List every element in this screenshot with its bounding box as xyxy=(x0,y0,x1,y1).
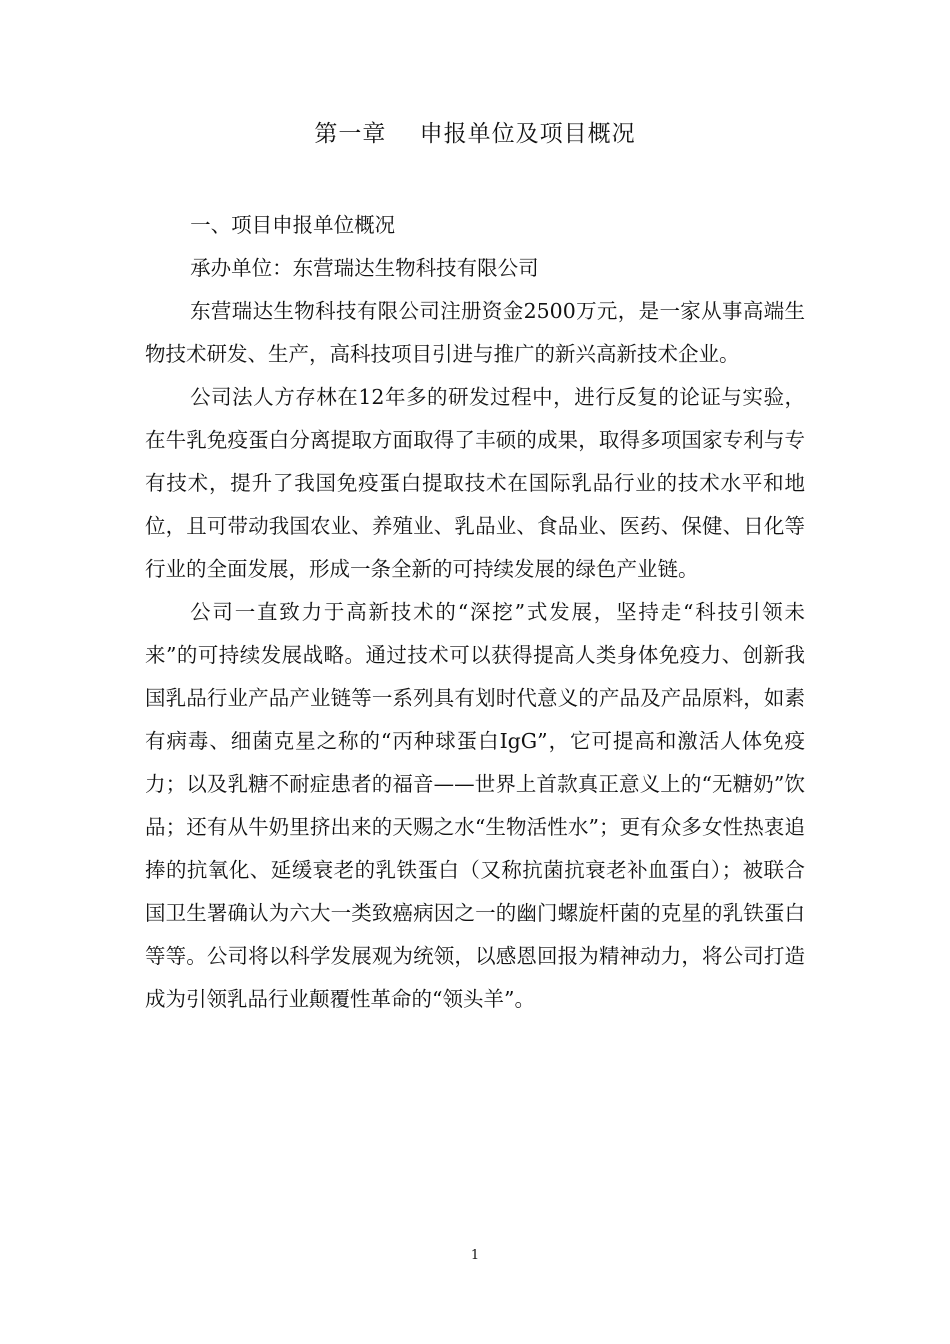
chapter-title: 第一章 申报单位及项目概况 xyxy=(314,121,636,147)
organizer-line: 承办单位：东营瑞达生物科技有限公司 xyxy=(190,256,539,280)
body-text xyxy=(145,204,805,1021)
section-heading: 一、项目申报单位概况 xyxy=(190,213,396,237)
paragraph: 公司法人方存林在12年多的研发过程中，进行反复的论证与实验，在牛乳免疫蛋白分离提取方面取得了丰硕的成果，取得多项国家专利与专有技术，提升了我国免疫蛋白提取技术在国际乳品行业的技术水平和地位，且可带动我国农业、养殖业、乳品业、食品业、医药、保健、日化等行业的全面发展，形成一条全新的可持续发展的绿色产业链。 xyxy=(145,385,805,581)
paragraph: 公司一直致力于高新技术的“深挖”式发展，坚持走“科技引领未来”的可持续发展战略。通过技术可以获得提高人类身体免疫力、创新我国乳品行业产品产业链等一系列具有划时代意义的产品及产品原料，如素有病毒、细菌克星之称的“丙种球蛋白IgG”，它可提高和激活人体免疫力；以及乳糖不耐症患者的福音——世界上首款真正意义上的“无糖奶”饮品；还有从牛奶里挤出来的天赐之水“生物活性水”；更有众多女性热衷追捧的抗氧化、延缓衰老的乳铁蛋白（又称抗菌抗衰老补血蛋白）；被联合国卫生署确认为六大一类致癌病因之一的幽门螺旋杆菌的克星的乳铁蛋白等等。公司将以科学发展观为统领，以感恩回报为精神动力，将公司打造成为引领乳品行业颠覆性革命的“领头羊”。 xyxy=(145,600,805,1011)
page-number: 1 xyxy=(470,1248,480,1263)
paragraph: 东营瑞达生物科技有限公司注册资金2500万元，是一家从事高端生物技术研发、生产，高科技项目引进与推广的新兴高新技术企业。 xyxy=(145,299,805,366)
